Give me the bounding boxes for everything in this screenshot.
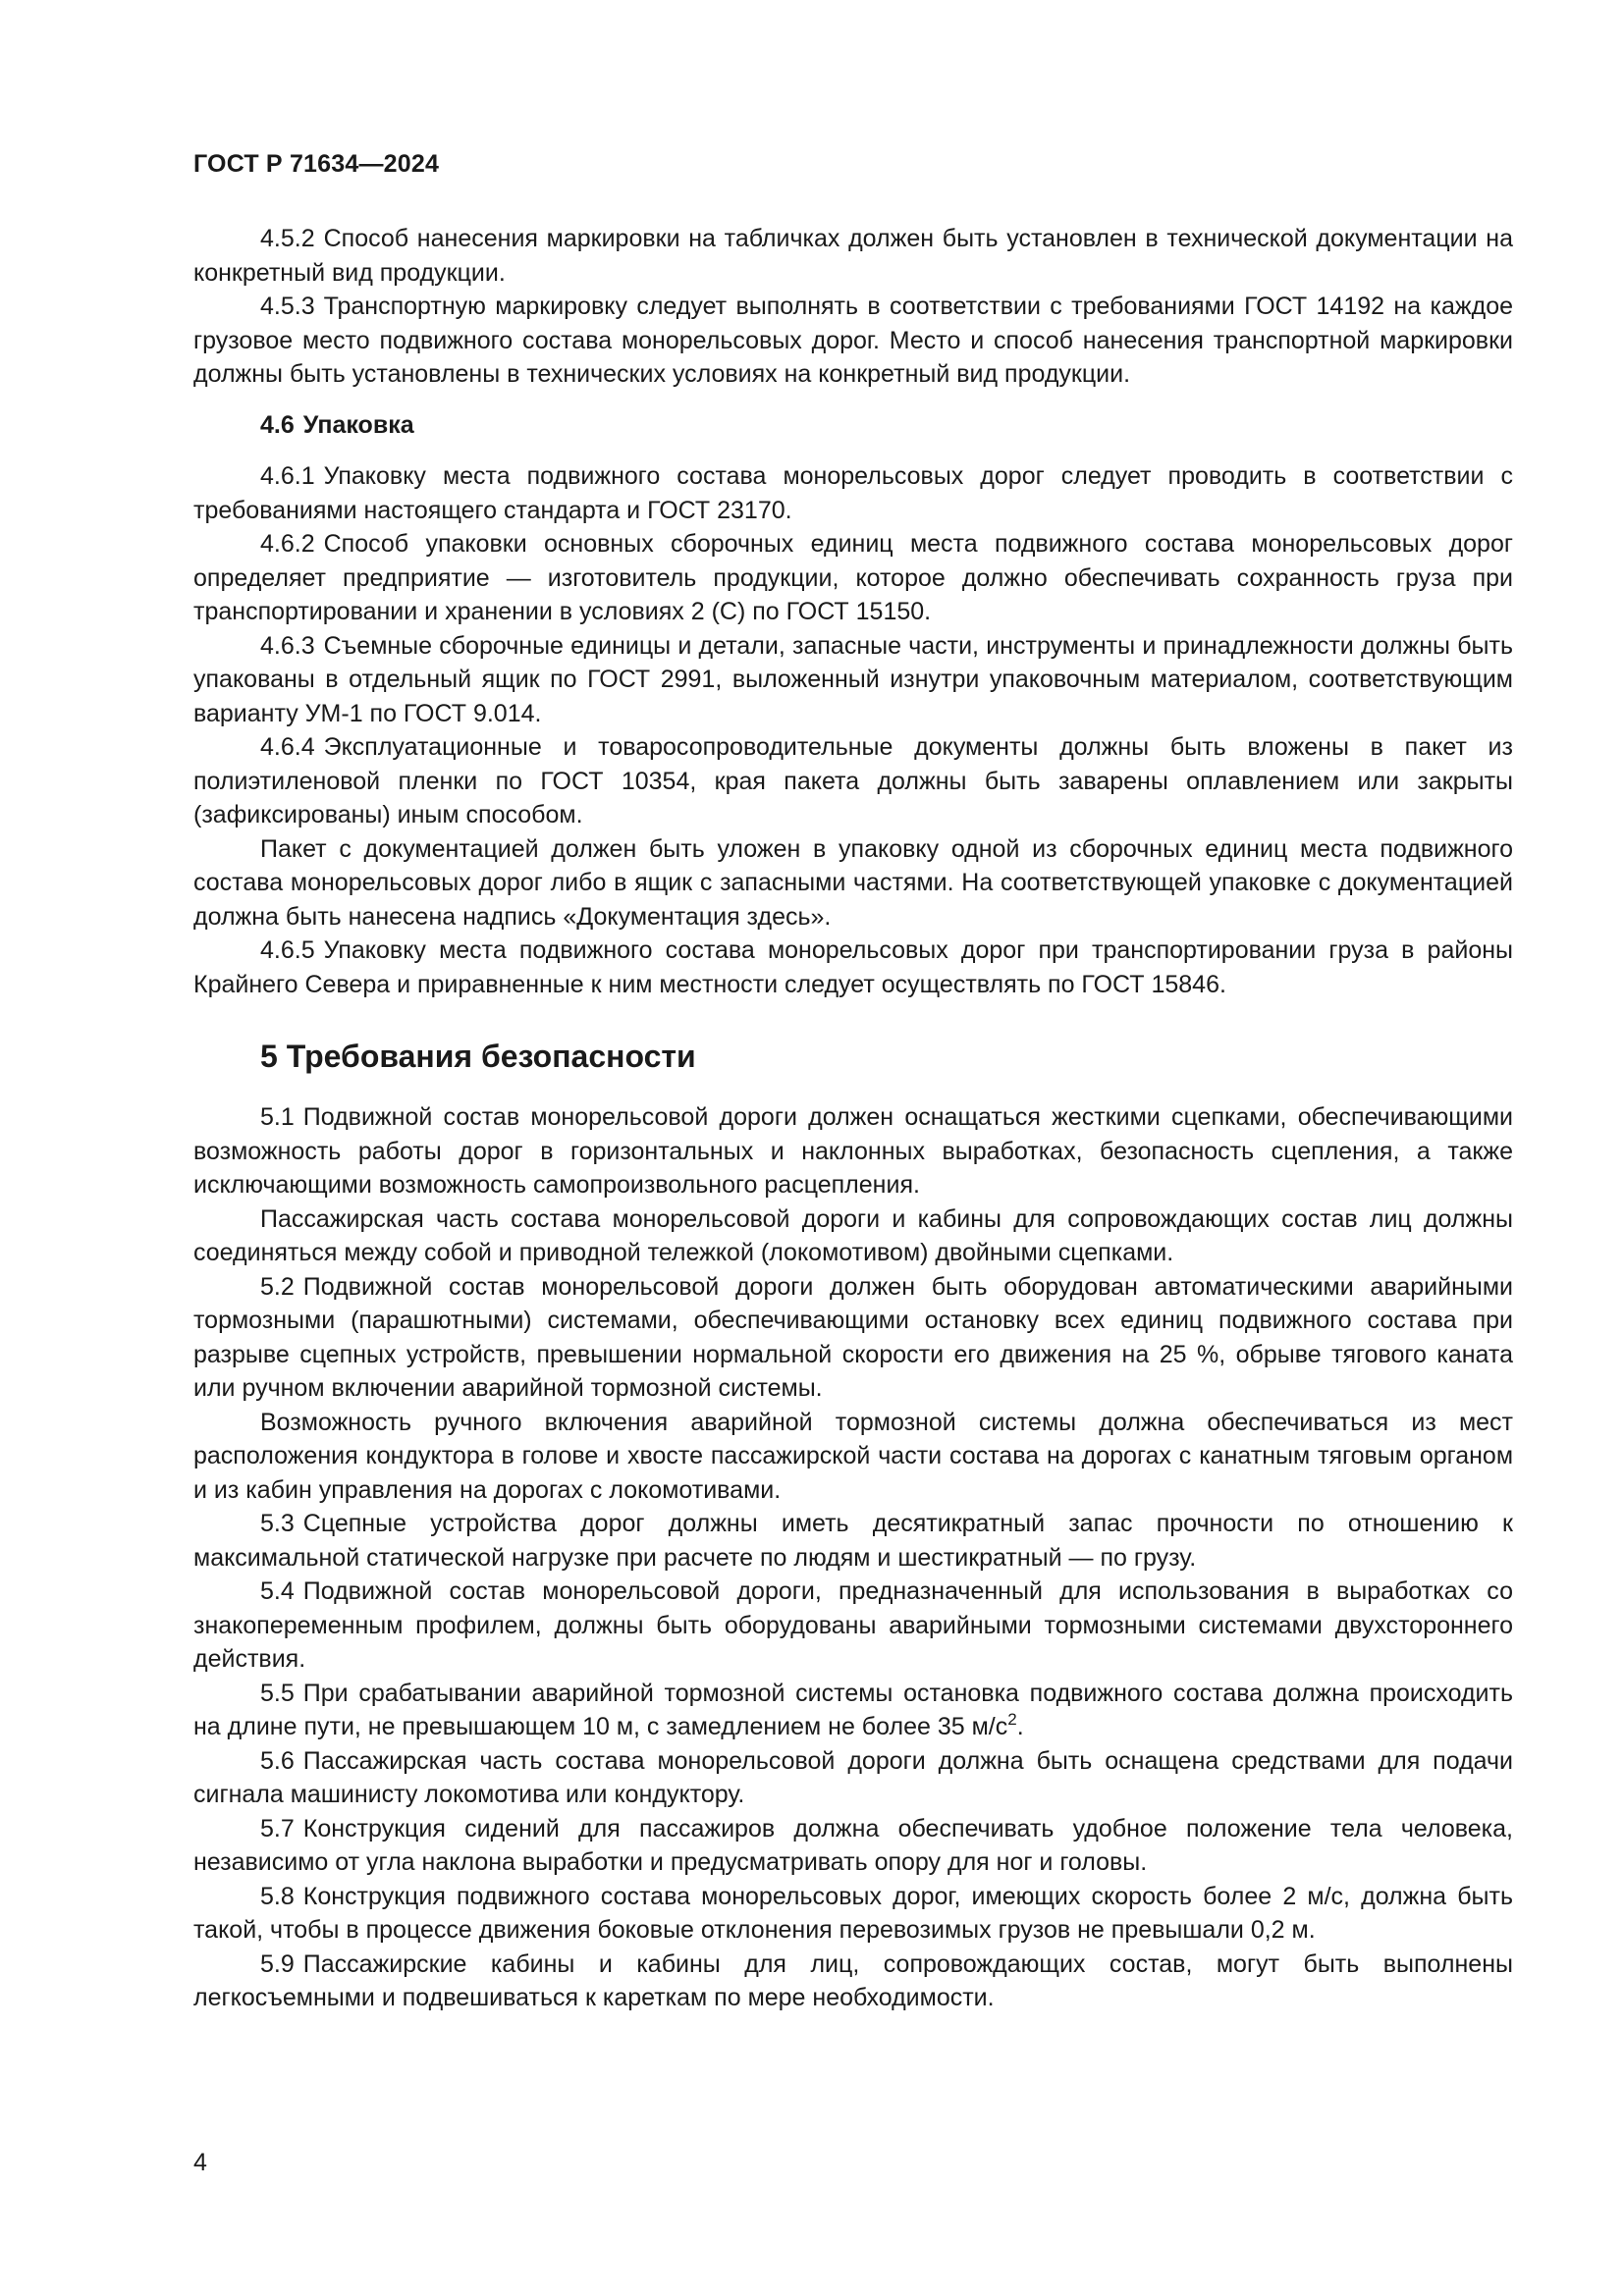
subsection-heading-4-6 <box>193 408 1513 443</box>
clause-4-6-3 <box>193 629 1513 731</box>
clause-text: Пассажирская часть состава монорельсовой дороги и кабины для сопровождающих состав лиц должны соединяться между собой и приводной тележкой (локомотивом) двойными сцепками. <box>193 1204 1513 1266</box>
clause-text: Подвижной состав монорельсовой дороги, предназначенный для использования в выработках со знакопеременным профилем, должны быть оборудованы аварийными тормозными системами двухстороннего действия. <box>193 1577 1513 1673</box>
document-header: ГОСТ Р 71634—2024 <box>193 150 440 178</box>
clause-5-1 <box>193 1100 1513 1202</box>
clause-text: Возможность ручного включения аварийной тормозной системы должна обеспечиваться из мест расположения кондуктора в голове и хвосте пассажирской части состава на дорогах с канатным тяговым органом и из кабин управления на дорогах с локомотивами. <box>193 1408 1513 1504</box>
clause-number: 4.5.2 <box>260 225 315 252</box>
clause-number: 5.1 <box>260 1103 295 1131</box>
clause-5-7 <box>193 1812 1513 1880</box>
subsection-title: Упаковка <box>302 410 414 439</box>
clause-5-1-paragraph <box>193 1202 1513 1270</box>
clause-text: Способ нанесения маркировки на табличках должен быть установлен в технической документации на конкретный вид продукции. <box>193 225 1513 287</box>
clause-number: 5.8 <box>260 1882 295 1910</box>
clause-number: 5.7 <box>260 1814 295 1842</box>
clause-text: Пассажирские кабины и кабины для лиц, сопровождающих состав, могут быть выполнены легкосъемными и подвешиваться к кареткам по мере необходимости. <box>193 1949 1513 2011</box>
clause-4-5-2 <box>193 222 1513 290</box>
page-number: 4 <box>193 2149 207 2176</box>
clause-text: При срабатывании аварийной тормозной системы остановка подвижного состава должна происходить на длине пути, не превышающем 10 м, с замедлением не более 35 м/с <box>193 1679 1513 1740</box>
clause-4-6-2 <box>193 527 1513 629</box>
clause-text: Конструкция подвижного состава монорельсовых дорог, имеющих скорость более 2 м/с, должна быть такой, чтобы в процессе движения боковые отклонения перевозимых грузов не превышали 0,2 м. <box>193 1882 1513 1944</box>
clause-number: 4.6.1 <box>260 462 315 490</box>
clause-number: 4.6.2 <box>260 530 315 558</box>
clause-number: 4.6.3 <box>260 631 315 660</box>
section-title: Требования безопасности <box>286 1039 696 1074</box>
section-heading-5 <box>193 1035 1513 1078</box>
clause-number: 5.9 <box>260 1949 295 1978</box>
clause-5-9 <box>193 1948 1513 2015</box>
clause-text: Упаковку места подвижного состава монорельсовых дорог при транспортировании груза в районы Крайнего Севера и приравненные к ним местности следует осуществлять по ГОСТ 15846. <box>193 936 1513 998</box>
clause-number: 5.4 <box>260 1577 295 1605</box>
clause-text: Подвижной состав монорельсовой дороги должен быть оборудован автоматическими аварийными тормозными (парашютными) системами, обеспечивающими остановку всех единиц подвижного состава при разрыве сцепных устройств, превышении нормальной скорости его движения на 25 %, обрыве тягового каната или ручном включении аварийной тормозной системы. <box>193 1272 1513 1402</box>
clause-4-6-4-paragraph <box>193 832 1513 934</box>
clause-5-8 <box>193 1880 1513 1948</box>
clause-number: 5.2 <box>260 1272 295 1301</box>
clause-text: Способ упаковки основных сборочных единиц места подвижного состава монорельсовых дорог определяет предприятие — изготовитель продукции, которое должно обеспечивать сохранность груза при транспортировании и хранении в условиях 2 (С) по ГОСТ 15150. <box>193 530 1513 625</box>
clause-5-3 <box>193 1507 1513 1575</box>
clause-text: Пассажирская часть состава монорельсовой дороги должна быть оснащена средствами для подачи сигнала машинисту локомотива или кондуктору. <box>193 1746 1513 1808</box>
clause-text: Эксплуатационные и товаросопроводительные документы должны быть вложены в пакет из полиэтиленовой пленки по ГОСТ 10354, края пакета должны быть заварены оплавлением или закрыты (зафиксированы) иным способом. <box>193 733 1513 828</box>
page-content <box>193 222 1513 2015</box>
clause-text: Транспортную маркировку следует выполнять в соответствии с требованиями ГОСТ 14192 на каждое грузовое место подвижного состава монорельсовых дорог. Место и способ нанесения транспортной маркировки должны быть установлены в технических условиях на конкретный вид продукции. <box>193 293 1513 388</box>
clause-4-5-3 <box>193 290 1513 392</box>
clause-4-6-4 <box>193 730 1513 832</box>
clause-number: 5.5 <box>260 1679 295 1707</box>
clause-5-6 <box>193 1744 1513 1812</box>
clause-5-4 <box>193 1575 1513 1677</box>
clause-number: 5.3 <box>260 1510 295 1537</box>
section-number: 5 <box>260 1039 278 1074</box>
superscript: 2 <box>1007 1710 1017 1729</box>
clause-number: 4.5.3 <box>260 293 315 320</box>
clause-4-6-5 <box>193 934 1513 1001</box>
subsection-number: 4.6 <box>260 410 295 439</box>
clause-text: Сцепные устройства дорог должны иметь десятикратный запас прочности по отношению к максимальной статической нагрузке при расчете по людям и шестикратный — по грузу. <box>193 1510 1513 1572</box>
clause-text: Подвижной состав монорельсовой дороги должен оснащаться жесткими сцепками, обеспечивающими возможность работы дорог в горизонтальных и наклонных выработках, безопасность сцепления, а также исключающими возможность самопроизвольного расцепления. <box>193 1103 1513 1199</box>
clause-number: 4.6.4 <box>260 733 315 761</box>
clause-text: Съемные сборочные единицы и детали, запасные части, инструменты и принадлежности должны быть упакованы в отдельный ящик по ГОСТ 2991, выложенный изнутри упаковочным материалом, соответствующим варианту УМ-1 по ГОСТ 9.014. <box>193 631 1513 727</box>
clause-text: Конструкция сидений для пассажиров должна обеспечивать удобное положение тела человека, независимо от угла наклона выработки и предусматривать опору для ног и головы. <box>193 1814 1513 1876</box>
clause-number: 5.6 <box>260 1746 295 1775</box>
clause-4-6-1 <box>193 459 1513 527</box>
clause-number: 4.6.5 <box>260 936 315 964</box>
clause-5-2 <box>193 1270 1513 1406</box>
clause-text: Упаковку места подвижного состава монорельсовых дорог следует проводить в соответствии с требованиями настоящего стандарта и ГОСТ 23170. <box>193 462 1513 524</box>
clause-5-5 <box>193 1677 1513 1744</box>
clause-text: Пакет с документацией должен быть уложен в упаковку одной из сборочных единиц места подвижного состава монорельсовых дорог либо в ящик с запасными частями. На соответствующей упаковке с документацией должна быть нанесена надпись «Документация здесь». <box>193 834 1513 931</box>
clause-5-2-paragraph <box>193 1406 1513 1508</box>
clause-text-tail: . <box>1016 1713 1024 1740</box>
